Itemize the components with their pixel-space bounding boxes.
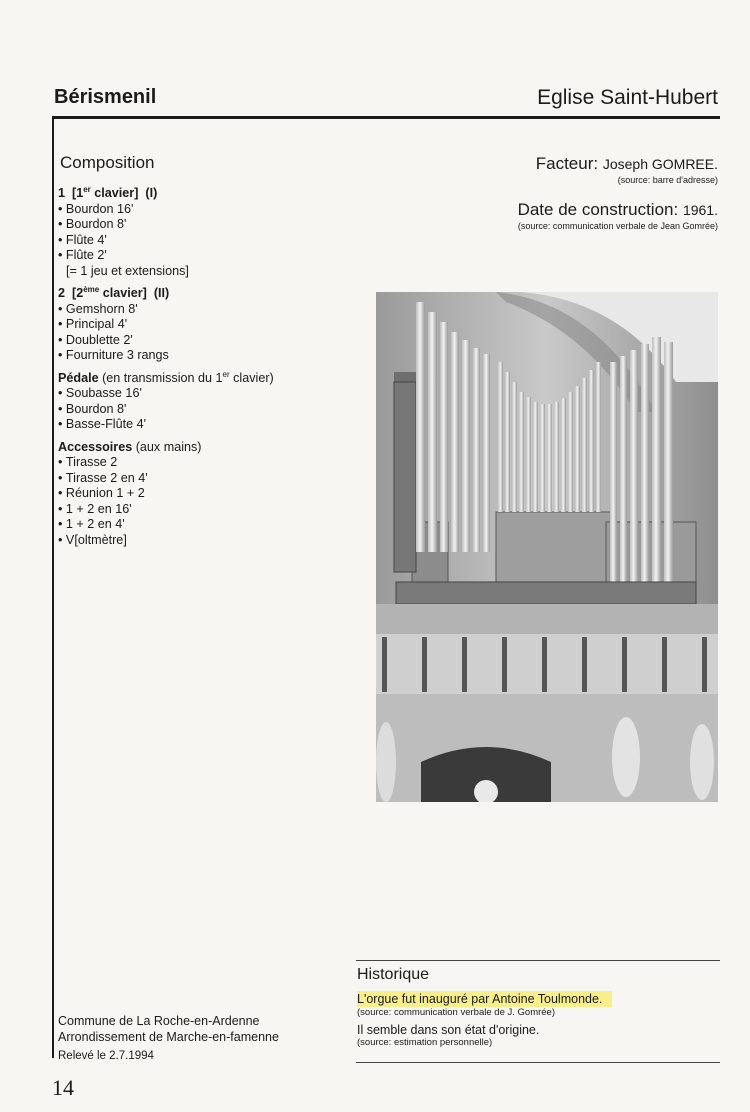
list-item: • Fourniture 3 rangs — [58, 348, 358, 364]
list-item: • Tirasse 2 en 4' — [58, 471, 358, 487]
list-item: • Flûte 2' — [58, 248, 358, 264]
list-item: • Bourdon 8' — [58, 217, 358, 233]
list-item: • Flûte 4' — [58, 233, 358, 249]
pedale-heading: Pédale (en transmission du 1er clavier) — [58, 369, 274, 385]
date-source: (source: communication verbale de Jean Gomrée) — [517, 221, 718, 231]
historique-line-2: Il semble dans son état d'origine. — [357, 1023, 540, 1037]
list-item: • 1 + 2 en 4' — [58, 517, 358, 533]
historique-body — [357, 991, 719, 1053]
village-title: Bérismenil — [54, 86, 157, 108]
list-item: • Basse-Flûte 4' — [58, 417, 358, 433]
historique-bottom-rule — [356, 1062, 720, 1063]
location-footer — [58, 1013, 279, 1064]
releve-date: Relevé le 2.7.1994 — [58, 1050, 154, 1062]
list-item: • Réunion 1 + 2 — [58, 486, 358, 502]
list-item: • Bourdon 16' — [58, 202, 358, 218]
date-line: Date de construction: 1961. — [517, 200, 718, 219]
list-item: • Gemshorn 8' — [58, 302, 358, 318]
composition-list — [58, 186, 358, 548]
clavier1-heading: 1 [1er clavier] (I) — [58, 184, 158, 200]
arrondissement: Arrondissement de Marche-en-famenne — [58, 1030, 279, 1044]
page-number: 14 — [52, 1075, 74, 1100]
list-item: • Soubasse 16' — [58, 386, 358, 402]
builder-info — [358, 154, 718, 231]
list-item: • Tirasse 2 — [58, 455, 358, 471]
organ-illustration — [376, 292, 718, 802]
accessoires-heading: Accessoires (aux mains) — [58, 439, 202, 454]
left-rule — [52, 116, 54, 1058]
historique-heading: Historique — [357, 966, 430, 983]
top-rule — [52, 116, 720, 119]
historique-highlighted-line: L'orgue fut inauguré par Antoine Toulmonde. — [357, 991, 612, 1007]
facteur-line: Facteur: Joseph GOMREE. — [535, 154, 718, 173]
list-item: • 1 + 2 en 16' — [58, 502, 358, 518]
historique-source-2: (source: estimation personnelle) — [357, 1037, 493, 1048]
clavier2-heading: 2 [2ème clavier] (II) — [58, 284, 170, 300]
list-item: • Doublette 2' — [58, 333, 358, 349]
church-title: Eglise Saint-Hubert — [537, 86, 718, 109]
list-item: • V[oltmètre] — [58, 533, 358, 549]
historique-top-rule — [356, 960, 720, 961]
facteur-source: (source: barre d'adresse) — [617, 175, 718, 185]
composition-heading: Composition — [60, 153, 155, 172]
list-item: • Principal 4' — [58, 317, 358, 333]
organ-photo — [376, 292, 718, 802]
historique-source-1: (source: communication verbale de J. Gomrée) — [357, 1007, 555, 1018]
clavier1-note: [= 1 jeu et extensions] — [66, 263, 189, 278]
commune: Commune de La Roche-en-Ardenne — [58, 1014, 260, 1028]
list-item: • Bourdon 8' — [58, 402, 358, 418]
